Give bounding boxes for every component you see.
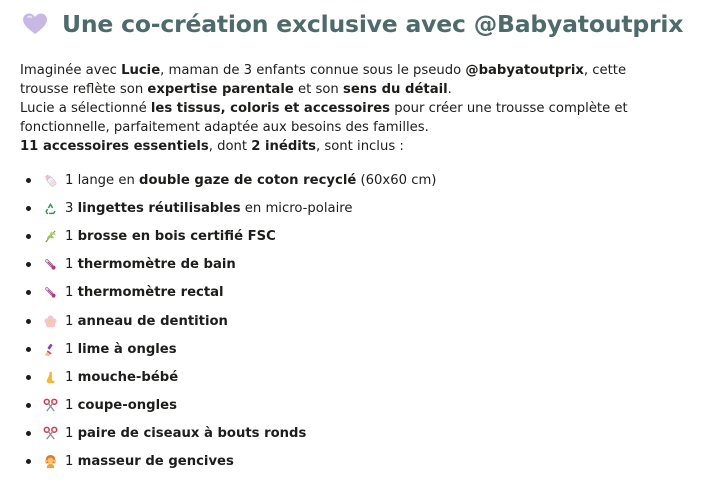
bullet-icon: [26, 178, 31, 183]
item-detail: (60x60 cm): [356, 172, 437, 188]
intro-text: , maman de 3 enfants connue sous le pseudo: [160, 63, 466, 78]
intro-text: fonctionnelle, parfaitement adaptée aux besoins des familles.: [20, 120, 429, 135]
item-text: [65, 201, 353, 216]
item-text: [65, 398, 177, 413]
item-quantity: 1 lange en: [65, 172, 140, 188]
item-name: mouche-bébé: [77, 369, 179, 385]
list-item: [20, 251, 436, 279]
scissors-icon: [43, 426, 58, 441]
list-item: [20, 307, 436, 335]
bullet-icon: [26, 206, 31, 211]
purple-heart-icon: [22, 12, 48, 36]
list-item: [20, 222, 436, 250]
bullet-icon: [26, 262, 31, 267]
list-item: [20, 448, 436, 476]
list-item: [20, 166, 436, 194]
item-name: paire de ciseaux à bouts ronds: [77, 426, 307, 442]
item-quantity: 1: [65, 454, 78, 470]
intro-line: [20, 61, 710, 80]
list-item: [20, 392, 436, 420]
item-quantity: 1: [65, 228, 78, 244]
item-quantity: 1: [65, 313, 78, 329]
list-item: [20, 420, 436, 448]
item-text: [65, 229, 276, 244]
list-item: [20, 279, 436, 307]
item-text: [65, 426, 306, 441]
intro-text: , sont inclus :: [315, 139, 404, 154]
intro-text: .: [447, 82, 452, 97]
intro-text: Imaginée avec: [20, 63, 122, 78]
item-text: [65, 342, 177, 357]
list-item: [20, 194, 436, 222]
item-name: thermomètre de bain: [77, 257, 236, 273]
nail-polish-icon: [43, 342, 58, 357]
item-text: [65, 454, 234, 469]
item-text: [65, 314, 228, 329]
intro-line: [20, 137, 710, 156]
page-title: Une co-création exclusive avec @Babyatoutprix: [62, 10, 684, 38]
item-quantity: 1: [65, 426, 78, 442]
item-quantity: 3: [65, 200, 78, 216]
header: [22, 6, 683, 42]
list-item: [20, 363, 436, 391]
person-massage-icon: [43, 454, 58, 469]
intro-text-bold: les tissus, coloris et accessoires: [150, 101, 390, 116]
intro-text: trousse reflète son: [20, 82, 148, 97]
item-quantity: 1: [65, 341, 78, 357]
bullet-icon: [26, 375, 31, 380]
bullet-icon: [26, 459, 31, 464]
scissors-icon: [43, 398, 58, 413]
item-text: [65, 173, 436, 188]
item-quantity: 1: [65, 257, 78, 273]
bullet-icon: [26, 431, 31, 436]
intro-line: [20, 118, 710, 137]
nose-icon: [43, 370, 58, 385]
item-name: lingettes réutilisables: [77, 200, 241, 216]
bullet-icon: [26, 290, 31, 295]
intro-text: pour créer une trousse complète et: [390, 101, 628, 116]
intro-text-bold: sens du détail: [342, 82, 448, 97]
intro-text-bold: Lucie: [121, 63, 161, 78]
item-quantity: 1: [65, 285, 78, 301]
intro-text: , cette: [583, 63, 627, 78]
intro-text-bold: 11 accessoires essentiels: [20, 139, 209, 154]
accessories-list: [20, 166, 436, 476]
item-text: [65, 285, 224, 300]
intro-text: Lucie a sélectionné: [20, 101, 151, 116]
item-name: double gaze de coton recyclé: [139, 172, 357, 188]
intro-text: et son: [293, 82, 343, 97]
intro-line: [20, 99, 710, 118]
thermometer-icon: [43, 285, 58, 300]
item-text: [65, 370, 178, 385]
list-item: [20, 335, 436, 363]
baby-bottle-icon: [43, 173, 58, 188]
bullet-icon: [26, 319, 31, 324]
item-detail: en micro-polaire: [240, 200, 353, 216]
bullet-icon: [26, 403, 31, 408]
item-name: brosse en bois certifié FSC: [77, 228, 276, 244]
item-quantity: 1: [65, 398, 78, 414]
intro-text-bold: @babyatoutprix: [465, 63, 584, 78]
item-name: lime à ongles: [77, 341, 177, 357]
item-name: coupe-ongles: [77, 398, 177, 414]
intro-paragraph: [20, 61, 710, 156]
item-name: anneau de dentition: [77, 313, 228, 329]
bullet-icon: [26, 347, 31, 352]
item-text: [65, 257, 236, 272]
intro-text-bold: 2 inédits: [251, 139, 316, 154]
item-quantity: 1: [65, 369, 78, 385]
item-name: thermomètre rectal: [77, 285, 224, 301]
recycle-icon: [43, 201, 58, 216]
item-name: masseur de gencives: [77, 454, 234, 470]
thermometer-icon: [43, 257, 58, 272]
intro-line: [20, 80, 710, 99]
intro-text: , dont: [208, 139, 252, 154]
flower-icon: [43, 314, 58, 329]
intro-text-bold: expertise parentale: [147, 82, 294, 97]
bullet-icon: [26, 234, 31, 239]
herb-icon: [43, 229, 58, 244]
